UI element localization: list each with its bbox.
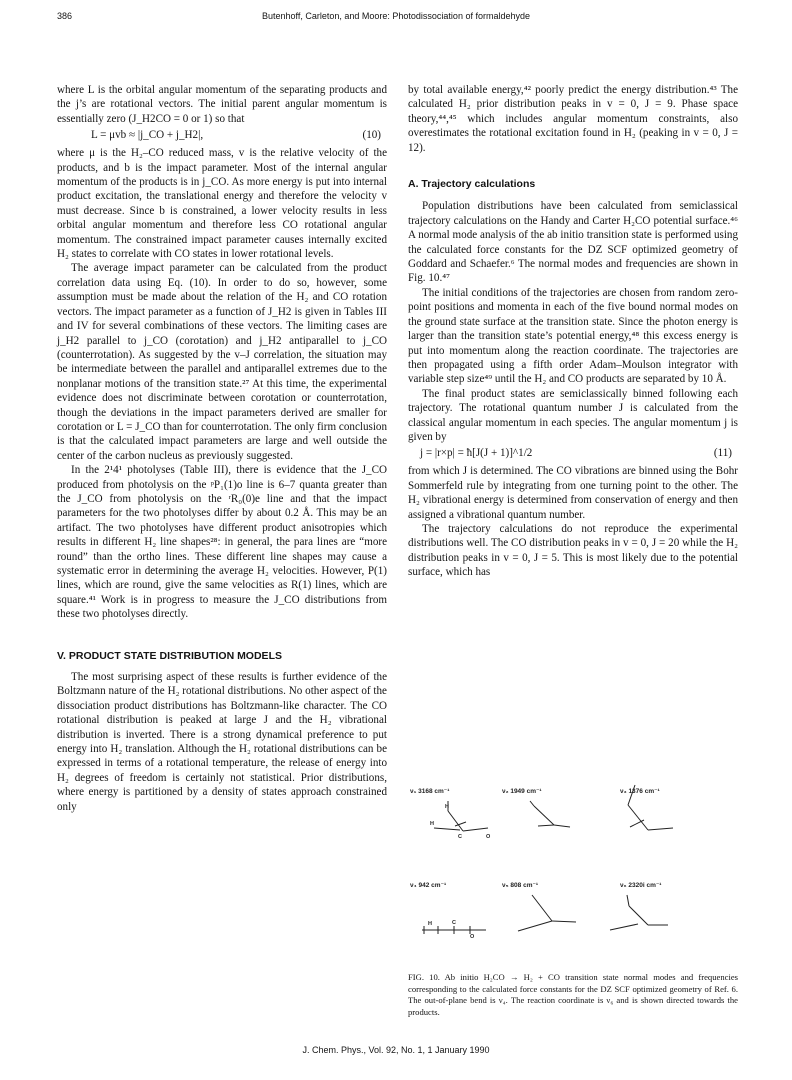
subsection-heading: A. Trajectory calculations (408, 178, 536, 191)
atom-label-c: C (452, 920, 456, 926)
paragraph: The most surprising aspect of these results is further evidence of the Boltzmann nature of the H₂ rotational distributions. No other aspect of the dissociation product distributions has Boltzmann-like character. The CO rotational distribution is peaked at large J and the H₂ vibrational distribution is inverted. There is a strong dynamical preference to put energy into H₂ translation. Although the H₂ rotational distributions can be expressed in terms of a rotational temperature, the release of energy into H₂ degrees of freedom is certainly not statistical. Prior distributions, where energy is partitioned by a density of states approach constrained only (57, 671, 387, 813)
equation-body: j = |r×p| = ħ[J(J + 1)]^1/2 (420, 447, 533, 460)
equation-11 (408, 446, 738, 462)
equation-number: (11) (713, 447, 732, 460)
mode-2-vectors (530, 801, 570, 827)
caption-text: FIG. 10. Ab initio H₂CO → H₂ + CO transition state normal modes and frequencies corresponding to the calculated force constants for the DZ SCF optimized geometry of Ref. 6. The out-of-plane bend is ν₄. The reaction coordinate is ν₆ and is shown directed towards the products. (408, 972, 738, 1017)
running-title: Butenhoff, Carleton, and Moore: Photodissociation of formaldehyde (261, 11, 530, 21)
equation-10 (57, 128, 387, 144)
paragraph: where L is the orbital angular momentum of the separating products and the j’s are rotational vectors. The initial parent angular momentum is essentially zero (J_H2CO = 0 or 1) so that (57, 84, 387, 125)
paragraph: In the 2¹4¹ photolyses (Table III), there is evidence that the J_CO produced from photolysis on the ᵖP₁(1)o line is 6–7 quanta greater than the J_CO from photolysis on the ʳR₀(0)e line and that the impact parameters for the two photolyses differ by about 0.2 Å. This may be an artifact. The two photolyses have different product anisotropies which results in different H₂ line shapes²⁸: in general, the para lines are “more round” than the ortho lines. These different line shapes may cause a systematic error in determining the average H₂ velocities. However, P(1) lines, which are round, give the same velocities as R(1) lines, which are square.⁴¹ Work is in progress to measure the J_CO distributions from these two photolyses directly. (57, 464, 387, 621)
mode-1-vectors (434, 801, 488, 831)
figure-normal-modes (408, 778, 738, 968)
figure-caption (408, 972, 738, 1018)
paragraph: where μ is the H₂–CO reduced mass, v is the relative velocity of the products, and b is the impact parameter. Most of the internal angular momentum of the products is in j_CO. As more energy is put into internal product excitation, the translational energy and therefore the velocity v must decrease. Since b is constrained, a lower velocity results in less orbital angular momentum and therefore less CO rotational angular momentum. The constrained impact parameter causes internally excited H₂ states to correlate with CO states in lower rotational levels. (57, 147, 387, 261)
mode-label-5: ν₅ 808 cm⁻¹ (502, 882, 539, 889)
mode-label-6: ν₆ 2320i cm⁻¹ (620, 882, 662, 889)
atom-label-o: O (470, 934, 475, 940)
paragraph: Population distributions have been calculated from semiclassical trajectory calculations on the Handy and Carter H₂CO potential surface.⁴⁶ A normal mode analysis of the ab initio transition state is performed using the calculated force constants for the DZ SCF optimized geometry of Goddard and Schaefer.⁶ The normal modes and frequencies are shown in Fig. 10.⁴⁷ (408, 200, 738, 285)
page-number: 386 (57, 11, 73, 21)
equation-body: L = μvb ≈ |j_CO + j_H2|, (91, 129, 204, 142)
mode-label-1: ν₁ 3168 cm⁻¹ (410, 788, 450, 795)
atom-label-h: H (445, 804, 449, 810)
atom-label-h: H (430, 821, 434, 827)
mode-label-2: ν₂ 1949 cm⁻¹ (502, 788, 542, 795)
section-heading: V. PRODUCT STATE DISTRIBUTION MODELS (57, 649, 282, 662)
paragraph: The average impact parameter can be calculated from the product correlation data using Eq. (10). In order to do so, however, some assumption must be made about the relation of the H₂ and CO rotation vectors. The impact parameter as a function of J_H2 is given in Tables III and IV for several combinations of these vectors. The limiting cases are j_H2 parallel to j_CO (corotation) and j_H2 antiparallel to j_CO (counterrotation). As suggested by the v–J correlation, the situation may be intermediate between the parallel and antiparallel extremes due to the nonplanar motions of the transition state.²⁷ At this time, the experimental evidence does not discriminate between corotation or counterrotation, though the deviations in the impact parameters derived are smaller for corotation or L = J_CO than for counterrotation. The only firm conclusion is that the calculated impact parameters are large and well outside the center of the carbon nucleus as previously suggested. (57, 262, 387, 462)
mode-label-3: ν₃ 1376 cm⁻¹ (620, 788, 660, 795)
running-header (0, 11, 792, 27)
paragraph: The trajectory calculations do not reproduce the experimental distributions well. The CO distribution peaks in v = 0, J = 20 while the H₂ distribution peaks in v = 0, J = 5. This is most likely due to the potential surface, which has (408, 522, 738, 579)
left-column (57, 83, 387, 814)
paragraph: from which J is determined. The CO vibrations are binned using the Bohr Sommerfeld rule by integrating from one turning point to the other. The H₂ vibrational energy is determined from conservation of energy and then assigned a vibrational quantum number. (408, 465, 738, 521)
paragraph: The initial conditions of the trajectories are chosen from random zero-point positions and momenta in each of the five bound normal modes on the ground state surface at the transition state. Since the photon energy is larger than the transition state’s potential energy,⁴⁸ this excess energy is put into momentum along the reaction coordinate. The trajectories are then propagated using a fifth order Adam–Moulson integrator with variable step size⁴⁹ until the H₂ and CO products are separated by 10 Å. (408, 286, 738, 386)
atom-label-h: H (428, 921, 432, 927)
mode-label-4: ν₄ 942 cm⁻¹ (410, 882, 447, 889)
equation-number: (10) (362, 129, 381, 142)
mode-6-vectors (610, 895, 668, 930)
mode-5-vectors (518, 895, 576, 931)
mode-4-vectors (422, 926, 486, 934)
journal-footer: J. Chem. Phys., Vol. 92, No. 1, 1 January 1990 (302, 1045, 490, 1055)
paragraph: The final product states are semiclassically binned following each trajectory. The rotational quantum number J is calculated from the classical angular momentum in each species. The angular momentum j is given by (408, 387, 738, 443)
normal-modes-diagram (408, 778, 738, 968)
right-column (408, 83, 738, 580)
paragraph: by total available energy,⁴² poorly predict the energy distribution.⁴³ The calculated H₂ prior distribution peaks in v = 0, J = 9. Phase space theory,⁴⁴,⁴⁵ which includes angular momentum constraints, also overestimates the rotational excitation found in H₂ (peaking in v = 0, J = 12). (408, 84, 738, 154)
atom-label-o: O (486, 834, 491, 840)
atom-label-c: C (458, 834, 462, 840)
